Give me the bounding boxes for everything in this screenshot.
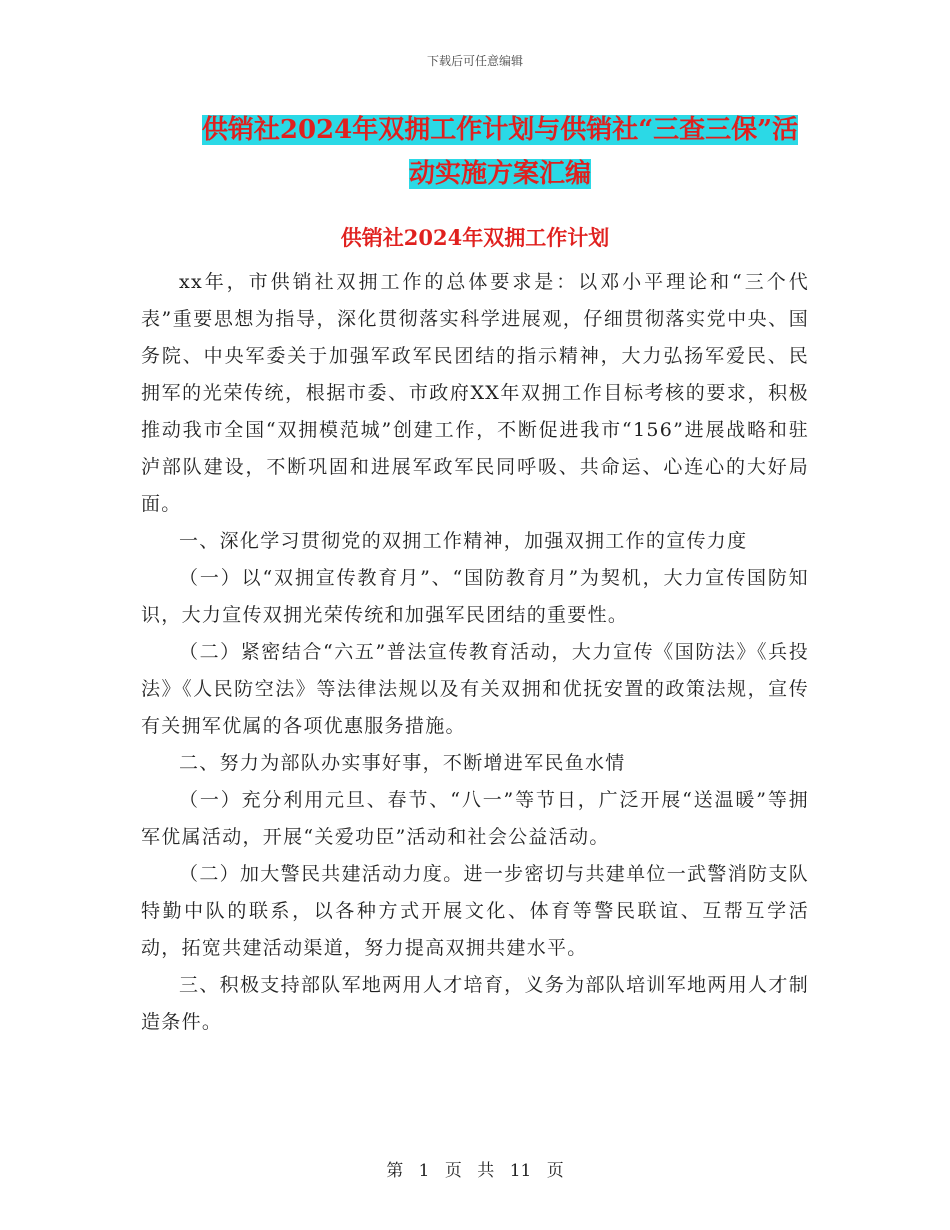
document-title [150,108,850,196]
section-title: 供销社2024年双拥工作计划 [340,225,610,250]
footer-label-ye2: 页 [546,1161,564,1181]
footer-label-di: 第 [386,1161,404,1181]
paragraph: 一、深化学习贯彻党的双拥工作精神，加强双拥工作的宣传力度 [179,530,748,552]
paragraph: 三、积极支持部队军地两用人才培育，义务为部队培训军地两用人才制造条件。 [141,974,809,1033]
paragraph: （二）紧密结合“六五”普法宣传教育活动，大力宣传《国防法》《兵投法》《人民防空法》等法律法规以及有关双拥和优抚安置的政策法规，宣传有关拥军优属的各项优惠服务措施。 [141,641,809,737]
paragraph: xx年，市供销社双拥工作的总体要求是：以邓小平理论和“三个代表”重要思想为指导，深化贯彻落实科学进展观，仔细贯彻落实党中央、国务院、中央军委关于加强军政军民团结的指示精神，大力弘扬军爱民、民拥军的光荣传统，根据市委、市政府XX年双拥工作目标考核的要求，积极推动我市全国“双拥模范城”创建工作，不断促进我市“156”进展战略和驻泸部队建设，不断巩固和进展军政军民同呼吸、共命运、心连心的大好局面。 [141,271,809,515]
footer-label-ye: 页 [444,1161,462,1181]
title-line-2: 动实施方案汇编 [408,159,591,189]
page-footer [0,1156,950,1181]
document-body [141,264,809,1041]
footer-label-gong: 共 [477,1161,495,1181]
paragraph: （一）充分利用元旦、春节、“八一”等节日，广泛开展“送温暖”等拥军优属活动，开展“关爱功臣”活动和社会公益活动。 [141,789,809,848]
paragraph: （一）以“双拥宣传教育月”、“国防教育月”为契机，大力宣传国防知识，大力宣传双拥光荣传统和加强军民团结的重要性。 [141,567,809,626]
total-page-count: 11 [509,1161,532,1181]
title-line-1: 供销社2024年双拥工作计划与供销社“三查三保”活 [201,115,799,145]
paragraph: （二）加大警民共建活动力度。进一步密切与共建单位一武警消防支队特勤中队的联系，以各种方式开展文化、体育等警民联谊、互帮互学活动，拓宽共建活动渠道，努力提高双拥共建水平。 [141,863,809,959]
paragraph: 二、努力为部队办实事好事，不断增进军民鱼水情 [179,752,626,774]
header-note: 下载后可任意编辑 [426,54,523,68]
current-page-number: 1 [418,1161,430,1181]
